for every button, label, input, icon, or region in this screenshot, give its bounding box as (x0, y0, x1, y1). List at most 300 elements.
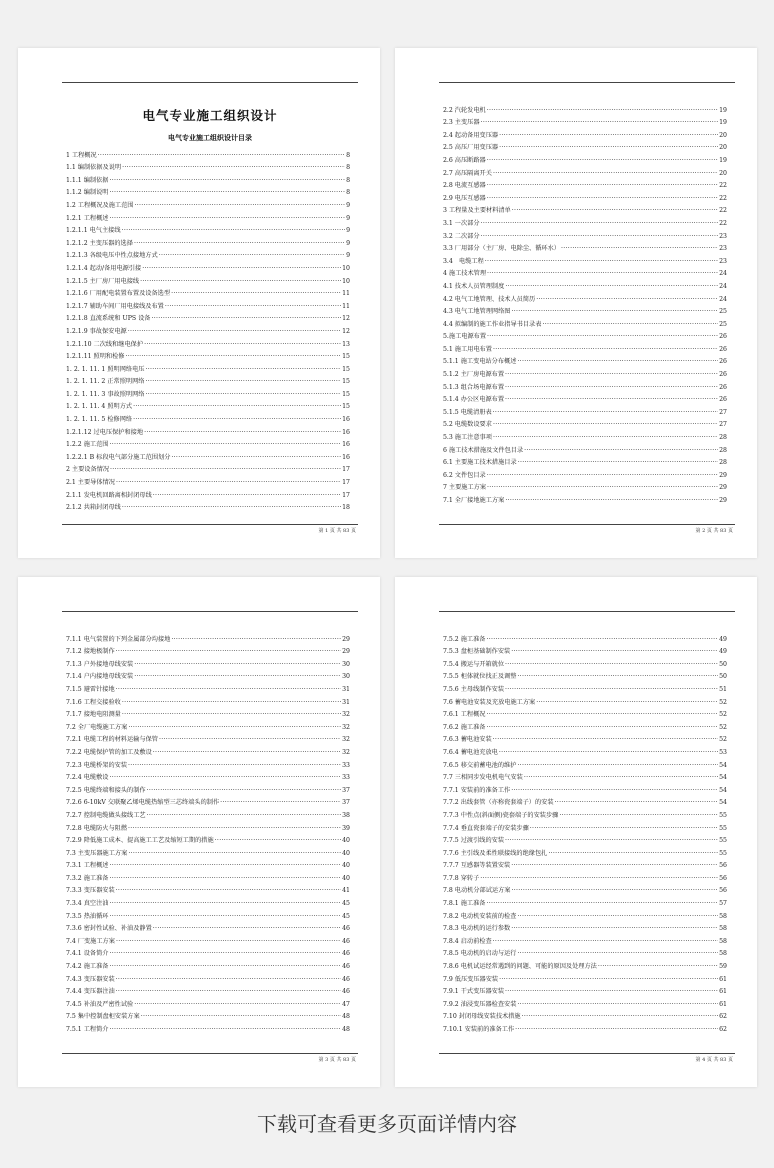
toc-dot-leader (110, 466, 341, 473)
toc-entry-page: 15 (342, 403, 350, 411)
toc-entry-title: 1.2.1.12 过电压保护和接地 (66, 428, 144, 436)
toc-dot-leader (109, 950, 341, 957)
toc-dot-leader (122, 699, 341, 706)
toc-entry-title: 4.4 拟编制的施工作业指导书目录表 (443, 320, 542, 328)
toc-entry-page: 15 (342, 378, 350, 386)
toc-dot-leader (159, 252, 345, 259)
toc-dot-leader (486, 711, 718, 718)
page-footer: 第 3 页 共 83 页 (318, 1057, 356, 1063)
toc-entry (443, 328, 727, 341)
toc-entry-page: 58 (719, 937, 727, 945)
toc-dot-leader (493, 736, 718, 743)
toc-dot-leader (171, 454, 341, 461)
toc-entry-page: 23 (719, 232, 727, 240)
toc-dot-leader (486, 724, 718, 731)
toc-entry-page: 29 (342, 635, 350, 643)
footer-rule (62, 524, 358, 525)
toc-entry-page: 15 (342, 353, 350, 361)
toc-dot-leader (486, 636, 718, 643)
toc-entry (66, 731, 350, 744)
toc-dot-leader (536, 296, 718, 303)
toc-entry-page: 54 (719, 799, 727, 807)
toc-entry (443, 680, 727, 693)
toc-dot-leader (135, 202, 346, 209)
toc-dot-leader (109, 189, 345, 196)
toc-dot-leader (555, 799, 719, 806)
toc-entry-page: 24 (719, 295, 727, 303)
toc-entry (66, 882, 350, 895)
toc-entry-page: 11 (342, 302, 350, 310)
toc-dot-leader (116, 648, 341, 655)
toc-entry (443, 441, 727, 454)
toc-dot-leader (116, 988, 341, 995)
toc-dot-leader (109, 963, 341, 970)
toc-entry-title: 2.9 电压互感器 (443, 194, 486, 202)
toc-entry (66, 894, 350, 907)
toc-entry-page: 19 (719, 156, 727, 164)
toc-entry-page: 40 (342, 837, 350, 845)
toc-entry-title: 3 工程量及主要材料清单 (443, 207, 511, 215)
toc-dot-leader (524, 774, 718, 781)
toc-dot-leader (559, 812, 718, 819)
toc-list (66, 630, 350, 1033)
toc-entry (443, 353, 727, 366)
toc-entry (66, 448, 350, 461)
toc-entry (66, 285, 350, 298)
toc-entry-page: 17 (342, 466, 350, 474)
toc-entry-page: 48 (342, 1026, 350, 1033)
toc-entry-title: 1.2 工程概况及施工范围 (66, 201, 134, 209)
toc-entry-page: 46 (342, 950, 350, 958)
toc-entry-title: 7.5.3 盘柜基础制作安装 (443, 648, 511, 656)
toc-dot-leader (151, 315, 341, 322)
toc-entry-title: 7.9 低压变压器安装 (443, 975, 499, 983)
toc-dot-leader (505, 988, 718, 995)
toc-entry-title: 7.2.4 电缆敷设 (66, 774, 109, 782)
toc-entry (443, 164, 727, 177)
toc-entry (66, 423, 350, 436)
toc-entry (443, 303, 727, 316)
toc-entry-title: 7.7.5 过渡引线的安装 (443, 837, 505, 845)
toc-entry-page: 16 (342, 441, 350, 449)
toc-dot-leader (171, 636, 341, 643)
toc-entry-title: 7.8.4 启动前检查 (443, 937, 492, 945)
toc-entry (66, 970, 350, 983)
toc-entry (66, 932, 350, 945)
toc-entry-page: 9 (346, 227, 350, 235)
toc-entry-page: 54 (719, 774, 727, 782)
toc-entry-title: 7.2.8 电缆防火与阻燃 (66, 824, 128, 832)
toc-entry (443, 882, 727, 895)
toc-entry-page: 8 (346, 189, 350, 197)
toc-dot-leader (487, 270, 718, 277)
toc-entry-title: 6 施工技术措施及文件包目录 (443, 446, 524, 454)
toc-entry-page: 16 (342, 428, 350, 436)
toc-entry (443, 769, 727, 782)
toc-entry-title: 7.2.6 6-10kV 交联聚乙烯电缆热缩型三芯终端头的制作 (66, 799, 220, 807)
toc-dot-leader (98, 152, 345, 159)
toc-entry-page: 26 (719, 383, 727, 391)
toc-entry (66, 869, 350, 882)
toc-entry-page: 16 (342, 416, 350, 424)
toc-entry-page: 62 (719, 1013, 727, 1021)
toc-entry-page: 19 (719, 119, 727, 127)
toc-entry-page: 58 (719, 912, 727, 920)
toc-entry-title: 1. 2. 1. 11. 3 事故照明网络 (66, 390, 145, 398)
toc-dot-leader (171, 290, 341, 297)
toc-dot-leader (536, 699, 718, 706)
toc-entry (443, 252, 727, 265)
toc-entry (443, 756, 727, 769)
toc-entry (443, 139, 727, 152)
toc-entry-page: 58 (719, 950, 727, 958)
toc-entry (66, 159, 350, 172)
toc-entry-page: 28 (719, 459, 727, 467)
toc-entry-title: 1.2.1.5 主厂房厂用电接线 (66, 277, 140, 285)
toc-entry-page: 46 (342, 925, 350, 933)
toc-entry-page: 31 (342, 698, 350, 706)
toc-dot-leader (487, 182, 718, 189)
toc-entry-title: 7.1.1 电气装置的下列金属部分均接地 (66, 635, 171, 643)
toc-entry (66, 146, 350, 159)
toc-entry-page: 24 (719, 282, 727, 290)
toc-entry (443, 932, 727, 945)
toc-entry-page: 50 (719, 673, 727, 681)
toc-entry (443, 101, 727, 114)
toc-entry (66, 945, 350, 958)
toc-heading: 电气专业施工组织设计目录 (168, 133, 252, 142)
toc-entry-title: 2.8 电流互感器 (443, 182, 486, 190)
toc-entry-title: 7.4.4 变压器注油 (66, 988, 115, 996)
toc-entry (443, 416, 727, 429)
document-title: 电气专业施工组织设计 (142, 108, 278, 123)
toc-entry-page: 20 (719, 131, 727, 139)
toc-entry-page: 56 (719, 874, 727, 882)
toc-dot-leader (499, 144, 718, 151)
toc-dot-leader (144, 429, 341, 436)
toc-entry-title: 3.1 一次部分 (443, 219, 480, 227)
toc-entry-title: 7.2 全厂电缆施工方案 (66, 723, 128, 731)
toc-entry (443, 945, 727, 958)
toc-entry (443, 290, 727, 303)
toc-dot-leader (505, 686, 718, 693)
toc-entry-page: 59 (719, 963, 727, 971)
toc-entry (443, 844, 727, 857)
toc-entry (443, 126, 727, 139)
toc-entry (443, 391, 727, 404)
toc-entry-title: 1 工程概况 (66, 151, 97, 159)
toc-entry-title: 7.8.5 电动机的启动与运行 (443, 950, 517, 958)
toc-entry-title: 7.2.1 电缆工程的材料运输与保管 (66, 736, 158, 744)
toc-entry-title: 1.1.2 编制说明 (66, 189, 109, 197)
toc-dot-leader (153, 749, 341, 756)
toc-entry (66, 348, 350, 361)
toc-entry (443, 466, 727, 479)
toc-entry-title: 1.2.1 工程概述 (66, 214, 109, 222)
toc-entry-page: 46 (342, 963, 350, 971)
document-page-4 (395, 577, 757, 1087)
toc-dot-leader (147, 787, 342, 794)
toc-dot-leader (126, 353, 342, 360)
toc-dot-leader (493, 346, 718, 353)
toc-entry-page: 22 (719, 182, 727, 190)
toc-entry-page: 15 (342, 365, 350, 373)
toc-dot-leader (481, 220, 719, 227)
toc-dot-leader (215, 837, 341, 844)
toc-dot-leader (109, 900, 341, 907)
toc-entry-page: 32 (342, 736, 350, 744)
toc-entry-title: 7.2.9 降低施工成本、提高施工工艺及缩短工期的措施 (66, 837, 214, 845)
toc-dot-leader (499, 132, 718, 139)
toc-dot-leader (122, 227, 346, 234)
toc-entry (66, 385, 350, 398)
toc-dot-leader (109, 862, 341, 869)
toc-entry-title: 7.8.6 电机试运经常遇到的问题、可能的原因及处理方法 (443, 963, 597, 971)
toc-entry-page: 52 (719, 723, 727, 731)
toc-entry-page: 20 (719, 144, 727, 152)
toc-entry-title: 1. 2. 1. 11. 2 正常照明网络 (66, 378, 145, 386)
toc-entry (66, 410, 350, 423)
toc-entry (443, 907, 727, 920)
toc-entry (443, 869, 727, 882)
toc-dot-leader (128, 850, 341, 857)
toc-entry-title: 1.2.1.2 主变压器的选择 (66, 239, 133, 247)
toc-entry-page: 8 (346, 151, 350, 159)
toc-entry-page: 9 (346, 239, 350, 247)
toc-entry (66, 668, 350, 681)
toc-entry-page: 13 (342, 340, 350, 348)
toc-dot-leader (487, 333, 718, 340)
toc-entry (443, 643, 727, 656)
toc-dot-leader (133, 403, 341, 410)
toc-entry (66, 1008, 350, 1021)
toc-entry-page: 8 (346, 164, 350, 172)
toc-dot-leader (109, 774, 341, 781)
toc-entry-title: 7.3.5 热油循环 (66, 912, 109, 920)
toc-entry (443, 743, 727, 756)
toc-entry (443, 1008, 727, 1021)
toc-dot-leader (142, 265, 341, 272)
toc-entry-title: 7.3.6 密封性试验、补油及静置 (66, 925, 152, 933)
toc-entry (66, 297, 350, 310)
toc-entry-title: 1.2.1.4 起动/备用电源引接 (66, 264, 142, 272)
toc-entry-page: 46 (342, 988, 350, 996)
toc-entry (443, 655, 727, 668)
toc-entry (443, 340, 727, 353)
toc-entry-title: 7.7.3 中性点(斜面侧)瓷套端子的安装步骤 (443, 811, 559, 819)
toc-dot-leader (487, 107, 718, 114)
toc-entry-title: 7.1.6 工程交接验收 (66, 698, 121, 706)
toc-entry (66, 693, 350, 706)
toc-entry-page: 12 (342, 315, 350, 323)
toc-entry-page: 46 (342, 975, 350, 983)
header-rule (62, 82, 358, 83)
toc-dot-leader (128, 825, 341, 832)
toc-entry-title: 2.1 主要导体情况 (66, 479, 115, 487)
toc-entry (66, 743, 350, 756)
footer-rule (62, 1053, 358, 1054)
toc-entry-title: 3.2 二次部分 (443, 232, 480, 240)
toc-entry-page: 28 (719, 446, 727, 454)
toc-entry-page: 61 (719, 975, 727, 983)
toc-entry-title: 7.5.2 施工准备 (443, 635, 486, 643)
toc-entry (66, 486, 350, 499)
header-rule (439, 82, 735, 83)
toc-dot-leader (530, 825, 718, 832)
toc-dot-leader (116, 887, 341, 894)
toc-entry (443, 240, 727, 253)
toc-dot-leader (140, 278, 341, 285)
toc-dot-leader (561, 245, 718, 252)
toc-entry-page: 24 (719, 270, 727, 278)
toc-entry-title: 7.7.8 穿转子 (443, 874, 480, 882)
toc-dot-leader (487, 472, 718, 479)
toc-entry-title: 7.4.2 施工准备 (66, 963, 109, 971)
toc-entry (443, 957, 727, 970)
toc-entry-page: 26 (719, 333, 727, 341)
toc-entry-page: 27 (719, 421, 727, 429)
toc-entry (66, 630, 350, 643)
toc-entry-page: 53 (719, 748, 727, 756)
toc-entry-page: 51 (719, 685, 727, 693)
toc-dot-leader (133, 416, 341, 423)
toc-entry-page: 26 (719, 358, 727, 366)
toc-entry (443, 832, 727, 845)
toc-entry-title: 2.6 高压断路器 (443, 156, 486, 164)
toc-entry (66, 844, 350, 857)
toc-entry-page: 56 (719, 862, 727, 870)
toc-dot-leader (122, 711, 341, 718)
toc-entry-page: 23 (719, 257, 727, 265)
toc-entry-title: 2.1.1 发电机回路离相封闭母线 (66, 491, 152, 499)
toc-entry (66, 957, 350, 970)
toc-dot-leader (505, 384, 718, 391)
toc-dot-leader (493, 170, 718, 177)
toc-dot-leader (109, 177, 345, 184)
toc-entry-title: 7.8 电动机分部试运方案 (443, 887, 511, 895)
toc-entry (443, 1020, 727, 1033)
toc-dot-leader (517, 673, 718, 680)
toc-dot-leader (144, 341, 341, 348)
toc-entry-page: 62 (719, 1026, 727, 1033)
toc-entry-page: 19 (719, 106, 727, 114)
toc-dot-leader (493, 434, 718, 441)
toc-entry-title: 7.7.7 互感器等装置安装 (443, 862, 511, 870)
toc-list (443, 630, 727, 1033)
toc-dot-leader (145, 391, 341, 398)
toc-entry-page: 54 (719, 761, 727, 769)
toc-entry-page: 39 (342, 824, 350, 832)
toc-entry (66, 322, 350, 335)
toc-entry-page: 22 (719, 207, 727, 215)
toc-dot-leader (505, 837, 718, 844)
toc-entry-title: 4 施工技术管理 (443, 270, 487, 278)
toc-entry-page: 52 (719, 736, 727, 744)
toc-entry-page: 37 (342, 799, 350, 807)
toc-entry-page: 33 (342, 774, 350, 782)
toc-entry-title: 7.8.2 电动机安装前的检查 (443, 912, 517, 920)
toc-entry (443, 428, 727, 441)
toc-dot-leader (493, 421, 718, 428)
toc-entry-page: 18 (342, 504, 350, 512)
toc-entry-page: 15 (342, 390, 350, 398)
toc-entry-page: 49 (719, 635, 727, 643)
toc-entry (443, 151, 727, 164)
toc-entry (443, 491, 727, 504)
toc-entry-title: 7.6.5 移交前蓄电池的维护 (443, 761, 517, 769)
document-page-2 (395, 48, 757, 558)
toc-entry (66, 655, 350, 668)
toc-entry-title: 1.2.1.9 事故保安电源 (66, 327, 127, 335)
toc-entry-title: 7.7.4 垂直瓷套端子的安装步骤 (443, 824, 529, 832)
toc-entry-title: 3.3 厂用部分（主厂房、电除尘、循环水） (443, 245, 560, 253)
toc-entry-page: 9 (346, 201, 350, 209)
toc-entry-title: 5.2 电缆数设要求 (443, 421, 492, 429)
toc-entry-title: 1. 2. 1. 11. 4 照明方式 (66, 403, 133, 411)
toc-entry (443, 177, 727, 190)
toc-dot-leader (485, 258, 718, 265)
toc-entry-page: 52 (719, 698, 727, 706)
toc-entry-title: 7.1.4 户内接地母线安装 (66, 673, 134, 681)
toc-entry (66, 769, 350, 782)
toc-dot-leader (116, 976, 341, 983)
toc-dot-leader (116, 938, 341, 945)
toc-entry-title: 1.2.1.7 辅助车间厂用电接线及布置 (66, 302, 164, 310)
toc-entry (66, 184, 350, 197)
toc-entry (66, 360, 350, 373)
toc-entry-title: 4.1 技术人员管理制度 (443, 282, 505, 290)
toc-entry-page: 26 (719, 345, 727, 353)
toc-entry-title: 5.1.3 组合场电源布置 (443, 383, 505, 391)
toc-entry (443, 265, 727, 278)
toc-list (443, 101, 727, 504)
toc-dot-leader (512, 308, 719, 315)
toc-dot-leader (159, 736, 341, 743)
toc-entry (66, 398, 350, 411)
toc-entry-page: 37 (342, 786, 350, 794)
toc-entry-title: 5.3 施工注意事项 (443, 434, 492, 442)
toc-entry-title: 1.2.1.10 二次线和继电保护 (66, 340, 144, 348)
toc-dot-leader (499, 749, 718, 756)
toc-entry (66, 857, 350, 870)
toc-entry (443, 706, 727, 719)
toc-entry-page: 11 (342, 290, 350, 298)
toc-dot-leader (109, 875, 341, 882)
toc-entry (443, 630, 727, 643)
toc-entry-page: 9 (346, 214, 350, 222)
toc-dot-leader (499, 976, 718, 983)
toc-entry (66, 983, 350, 996)
toc-entry-page: 54 (719, 786, 727, 794)
toc-entry-title: 7.6.4 蓄电池充放电 (443, 748, 498, 756)
toc-entry (443, 114, 727, 127)
toc-entry-title: 2.1.2 共箱封闭母线 (66, 504, 121, 512)
toc-entry-title: 7.9.2 油浸变压器检查安装 (443, 1000, 517, 1008)
toc-entry (443, 718, 727, 731)
toc-entry-title: 2.7 高压隔离开关 (443, 169, 492, 177)
toc-entry (66, 209, 350, 222)
toc-entry-title: 7.2.2 电缆保护管的加工及敷设 (66, 748, 152, 756)
toc-entry-title: 1. 2. 1. 11. 5 检修网络 (66, 416, 133, 424)
toc-entry-title: 7.1.2 接地极制作 (66, 648, 115, 656)
toc-entry-title: 5.1.5 电缆清册表 (443, 408, 492, 416)
toc-entry-title: 7.2.5 电缆终端和接头的制作 (66, 786, 146, 794)
toc-entry-title: 7.7 三相同步发电机电气安装 (443, 774, 523, 782)
toc-entry (443, 315, 727, 328)
toc-entry-page: 29 (342, 648, 350, 656)
toc-entry-title: 7.1 全厂接地施工方案 (443, 497, 505, 504)
toc-entry-title: 7.4.5 补油及严密性试验 (66, 1000, 134, 1008)
